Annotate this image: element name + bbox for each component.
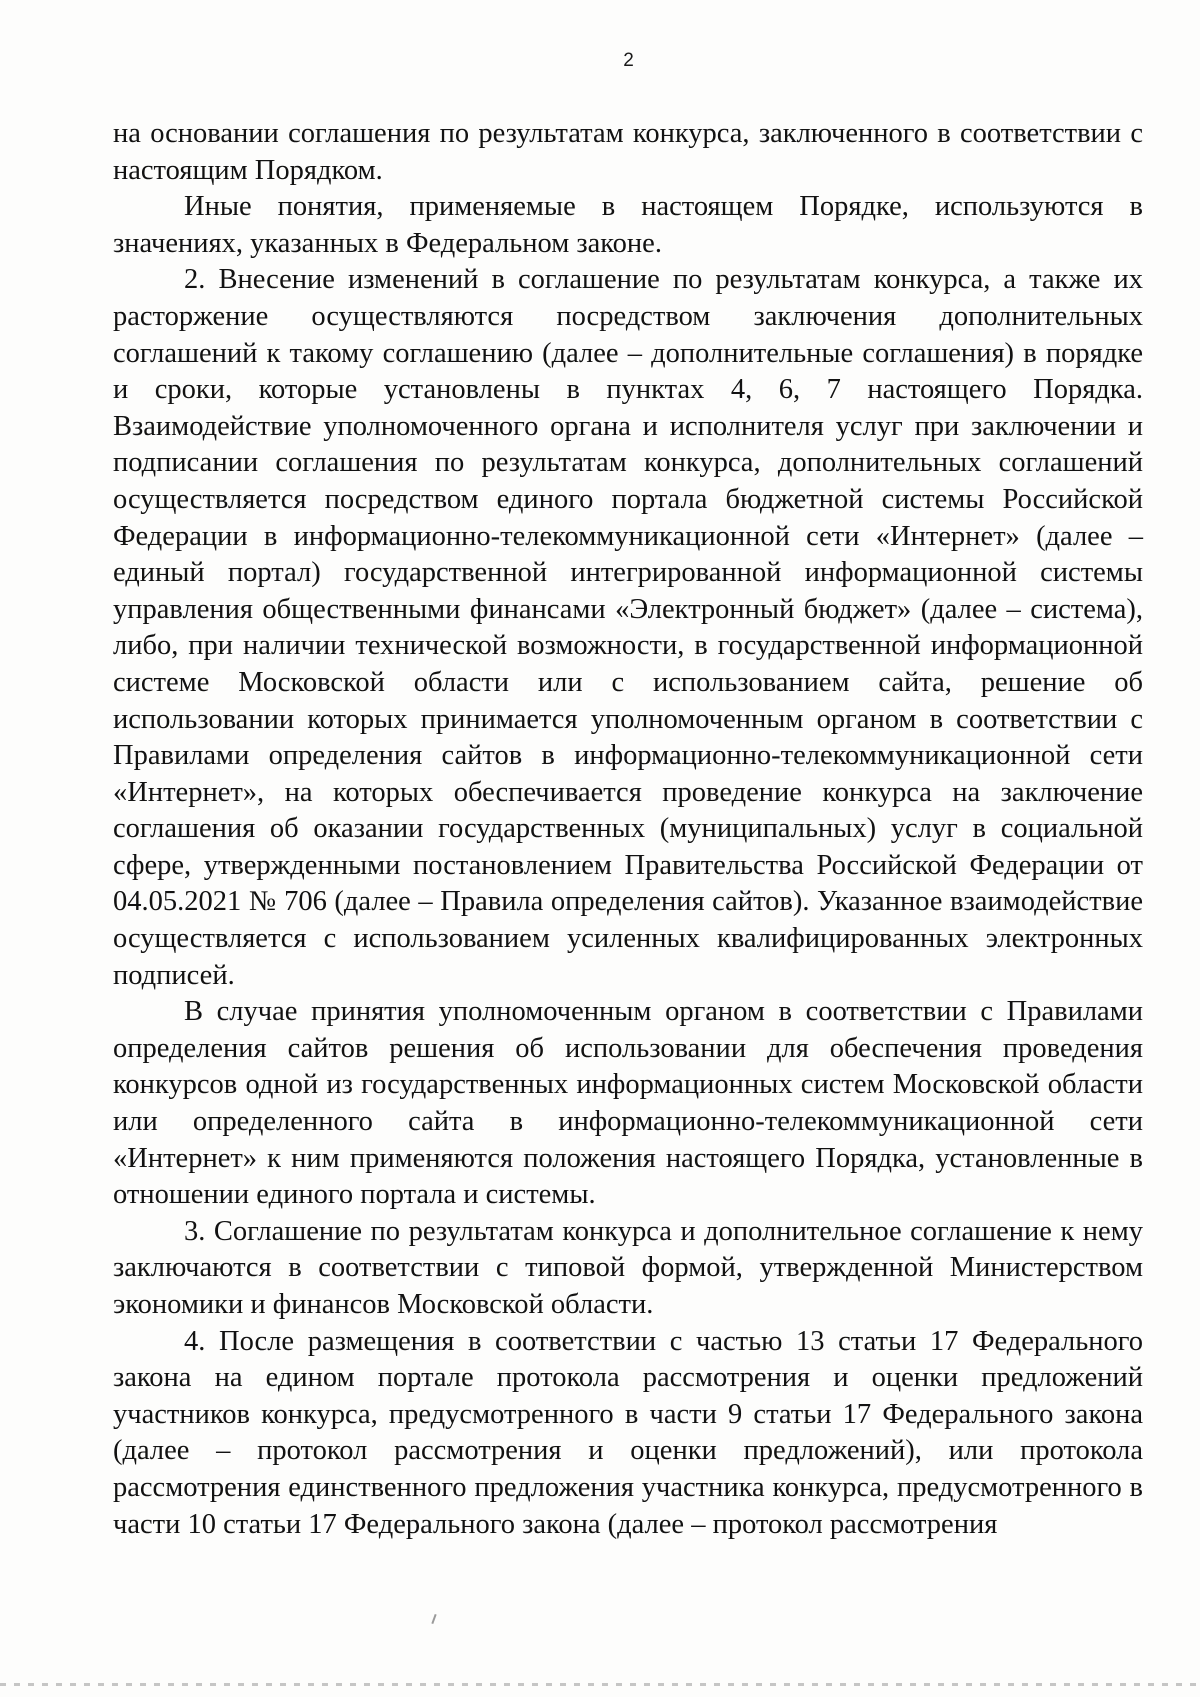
- scan-artifact-mark: [431, 1614, 436, 1624]
- paragraph-item-4: 4. После размещения в соответствии с частью 13 статьи 17 Федерального закона на едином портале протокола рассмотрения и оценки предложений участников конкурса, предусмотренного в части 9 статьи 17 Федерального закона (далее – протокол рассмотрения и оценки предложений), или протокола рассмотрения единственного предложения участника конкурса, предусмотренного в части 10 статьи 17 Федерального закона (далее – протокол рассмотрения: [113, 1325, 1143, 1540]
- paragraph-item-2-case: В случае принятия уполномоченным органом в соответствии с Правилами определения сайтов решения об использовании для обеспечения проведения конкурсов одной из государственных информационных систем Московской области или определенного сайта в информационно-телекоммуникационной сети «Интернет» к ним применяются положения настоящего Порядка, установленные в отношении единого портала и системы.: [113, 996, 1143, 1211]
- document-body: [113, 116, 1143, 1543]
- scan-artifact-edge: [0, 1683, 1200, 1686]
- paragraph-continuation: на основании соглашения по результатам конкурса, заключенного в соответствии с настоящим Порядком.: [113, 118, 1143, 186]
- paragraph-item-2: 2. Внесение изменений в соглашение по результатам конкурса, а также их расторжение осуществляются посредством заключения дополнительных соглашений к такому соглашению (далее – дополнительные соглашения) в порядке и сроки, которые установлены в пунктах 4, 6, 7 настоящего Порядка. Взаимодействие уполномоченного органа и исполнителя услуг при заключении и подписании соглашения по результатам конкурса, дополнительных соглашений осуществляется посредством единого портала бюджетной системы Российской Федерации в информационно-телекоммуникационной сети «Интернет» (далее – единый портал) государственной интегрированной информационной системы управления общественными финансами «Электронный бюджет» (далее – система), либо, при наличии технической возможности, в государственной информационной системе Московской области или с использованием сайта, решение об использовании которых принимается уполномоченным органом в соответствии с Правилами определения сайтов в информационно-телекоммуникационной сети «Интернет», на которых обеспечивается проведение конкурса на заключение соглашения об оказании государственных (муниципальных) услуг в социальной сфере, утвержденными постановлением Правительства Российской Федерации от 04.05.2021 № 706 (далее – Правила определения сайтов). Указанное взаимодействие осуществляется с использованием усиленных квалифицированных электронных подписей.: [113, 264, 1143, 991]
- paragraph-definitions: Иные понятия, применяемые в настоящем Порядке, используются в значениях, указанных в Федеральном законе.: [113, 191, 1143, 259]
- page-number: 2: [623, 50, 634, 71]
- paragraph-item-3: 3. Соглашение по результатам конкурса и дополнительное соглашение к нему заключаются в соответствии с типовой формой, утвержденной Министерством экономики и финансов Московской области.: [113, 1215, 1143, 1320]
